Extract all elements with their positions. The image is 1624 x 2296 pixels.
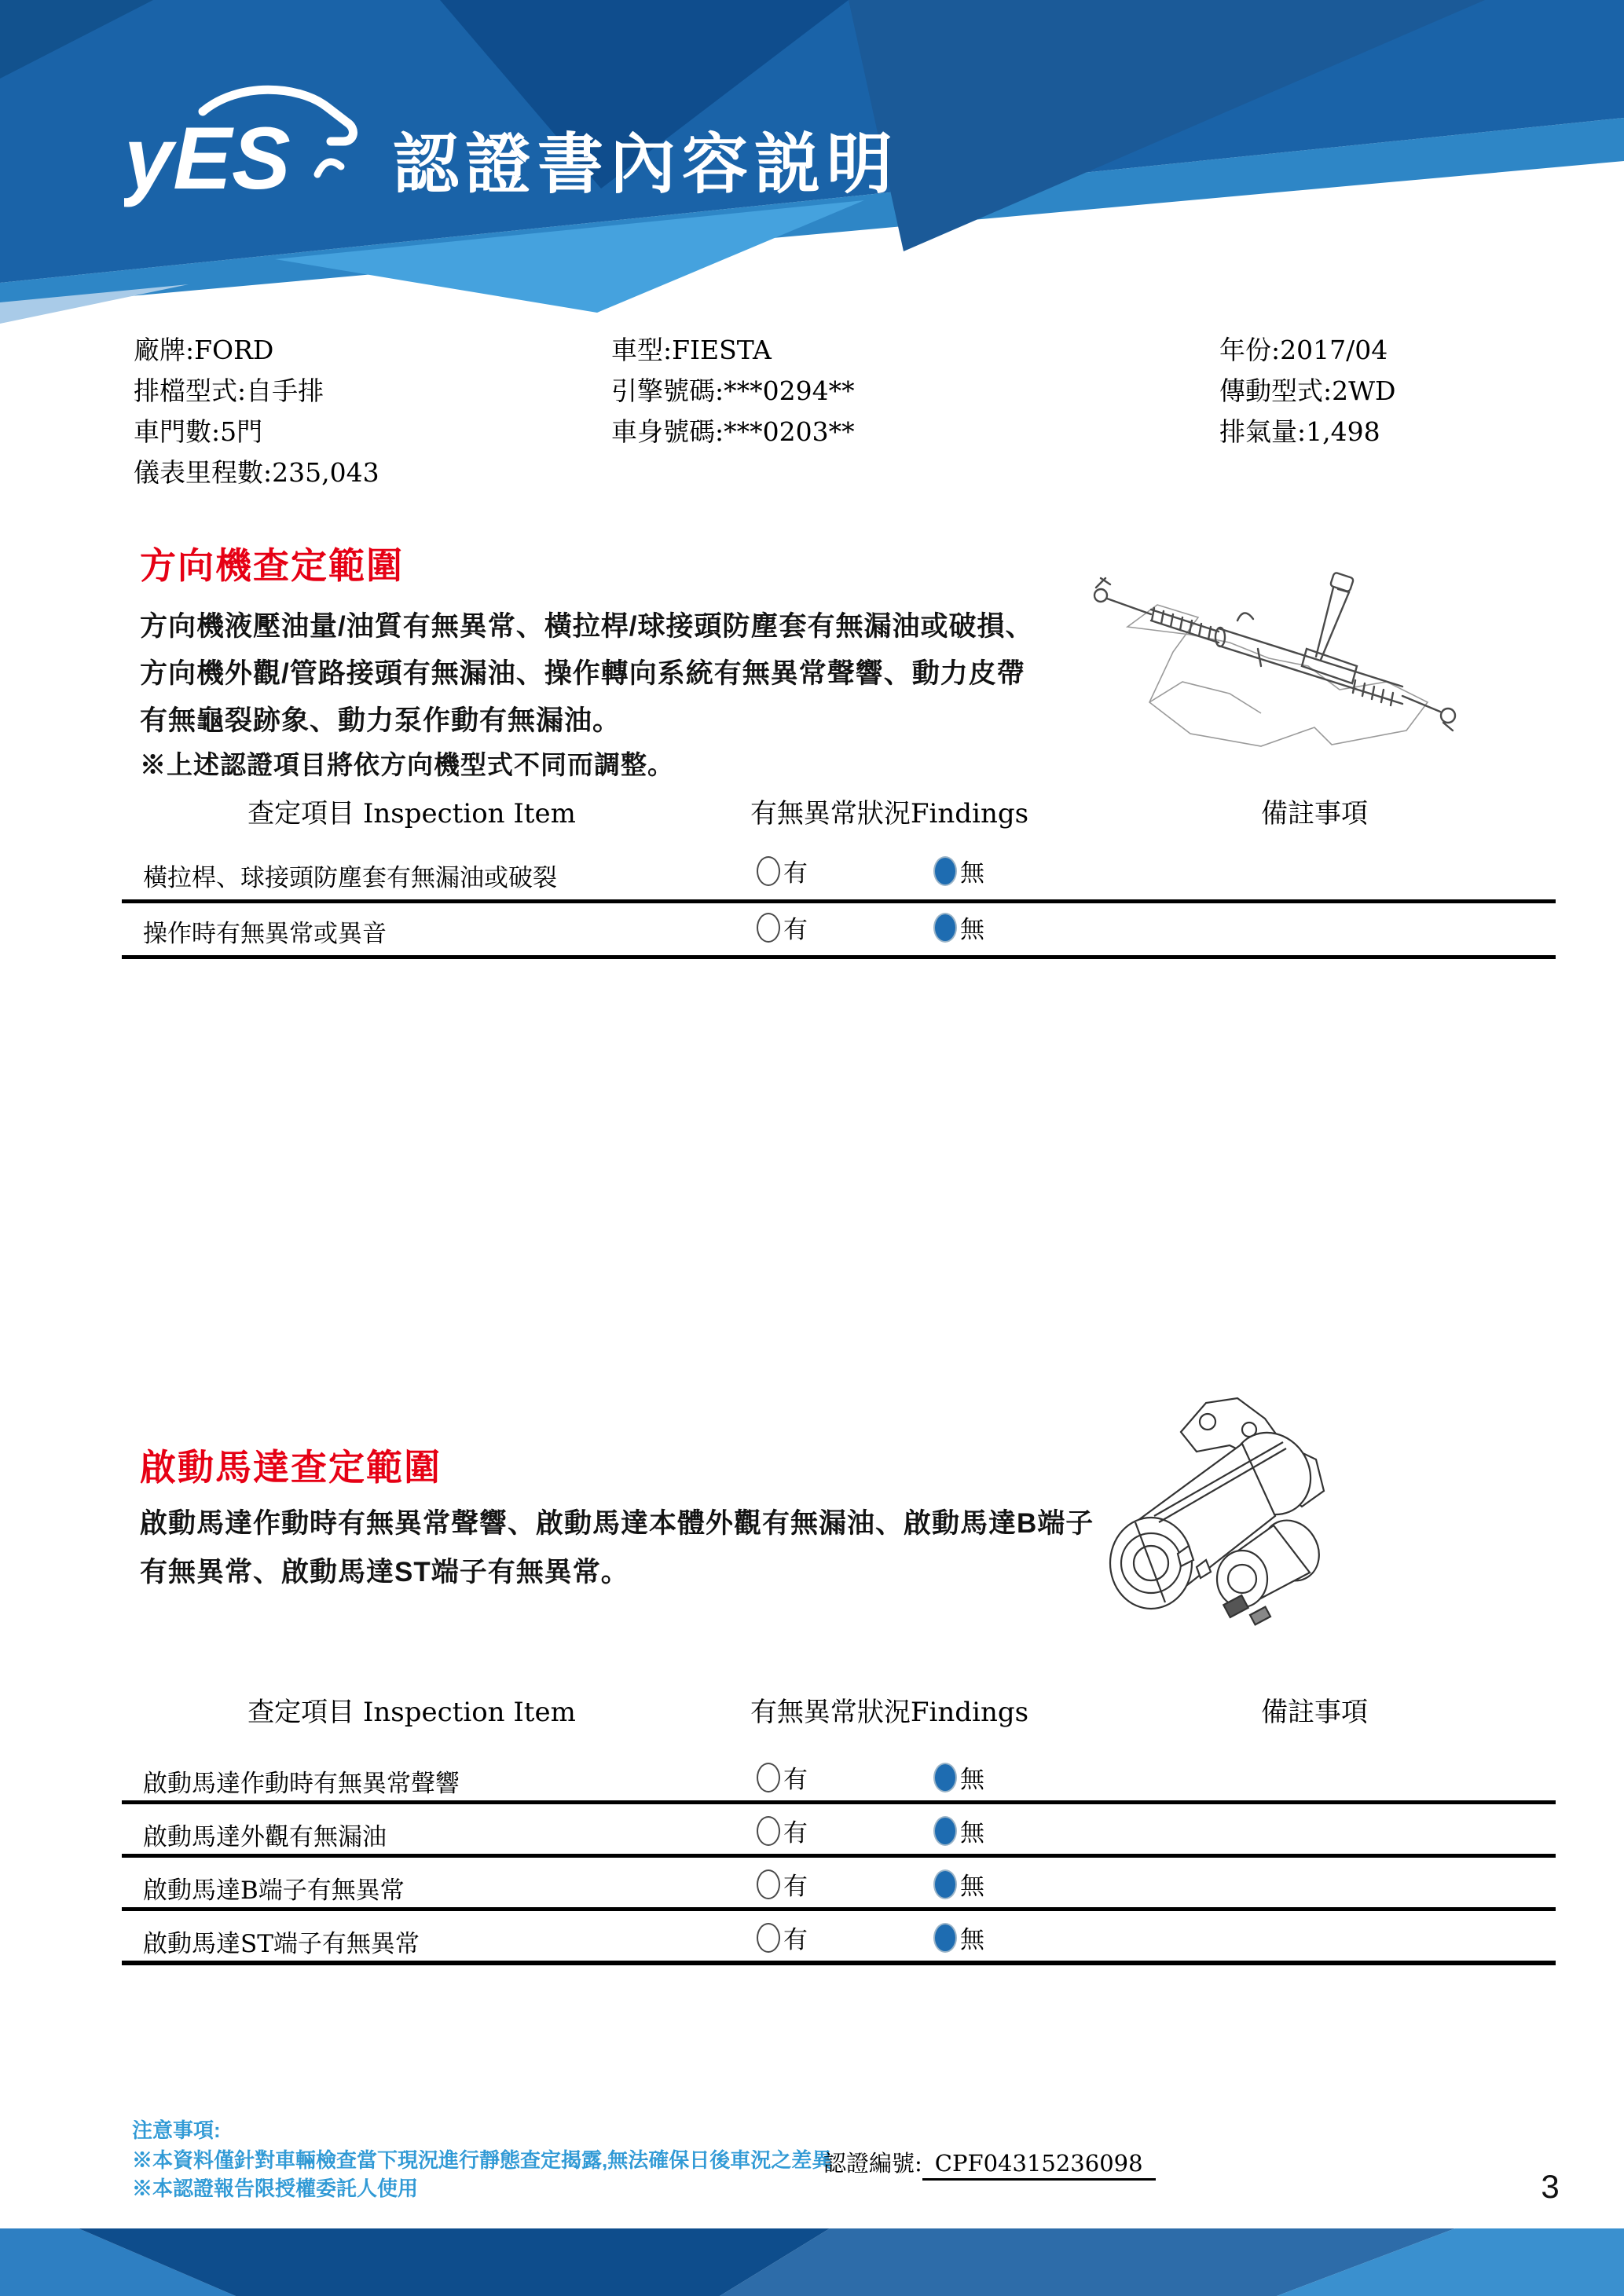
- radio-yes-unselected[interactable]: [757, 856, 780, 886]
- table2-header-notes: 備註事項: [1261, 1697, 1368, 1728]
- notes-line: ※本認證報告限授權委託人使用: [132, 2177, 419, 2200]
- info-year: 年份:2017/04: [1219, 335, 1388, 365]
- radio-no-selected[interactable]: [933, 1923, 957, 1953]
- info-body-no: 車身號碼:***0203**: [611, 416, 855, 447]
- table-row-item: 操作時有無異常或異音: [143, 920, 387, 948]
- table-row-item: 啟動馬達ST端子有無異常: [143, 1930, 420, 1958]
- radio-no-selected[interactable]: [933, 1816, 957, 1846]
- finding-yes-option: 有: [757, 853, 808, 888]
- notes-line: ※本資料僅針對車輛檢查當下現況進行靜態查定揭露,無法確保日後車況之差異: [132, 2148, 833, 2172]
- info-displacement: 排氣量:1,498: [1219, 416, 1380, 447]
- info-engine-no: 引擎號碼:***0294**: [611, 375, 855, 406]
- finding-no-option: 無: [933, 1813, 984, 1848]
- finding-yes-option: 有: [757, 1866, 808, 1902]
- radio-no-selected[interactable]: [933, 1869, 957, 1899]
- section-starter-title: 啟動馬達查定範圍: [140, 1447, 442, 1488]
- radio-no-selected[interactable]: [933, 1763, 957, 1792]
- certification-number-field: [823, 2146, 1156, 2178]
- table1-header-item: 查定項目 Inspection Item: [247, 798, 576, 829]
- section-steering-title: 方向機查定範圍: [140, 545, 404, 586]
- table-row-item: 啟動馬達B端子有無異常: [143, 1877, 405, 1905]
- info-model: 車型:FIESTA: [611, 335, 772, 365]
- steering-desc-line: 有無龜裂跡象、動力泵作動有無漏油。: [140, 705, 621, 736]
- steering-rack-illustration: [1072, 548, 1473, 753]
- finding-no-option: 無: [933, 910, 984, 945]
- starter-desc-line: 有無異常、啟動馬達ST端子有無異常。: [140, 1557, 629, 1587]
- steering-desc-note: ※上述認證項目將依方向機型式不同而調整。: [140, 750, 674, 779]
- finding-no-option: 無: [933, 853, 984, 888]
- footer-banner: [0, 2228, 1624, 2296]
- certification-label: 認證編號:: [823, 2150, 922, 2177]
- table-divider: [122, 1854, 1556, 1858]
- starter-desc-line: 啟動馬達作動時有無異常聲響、啟動馬達本體外觀有無漏油、啟動馬達B端子: [140, 1508, 1094, 1539]
- table-divider: [122, 1961, 1556, 1965]
- table1-header-notes: 備註事項: [1261, 798, 1368, 829]
- info-brand: 廠牌:FORD: [134, 335, 274, 365]
- radio-yes-unselected[interactable]: [757, 1816, 780, 1846]
- radio-no-selected[interactable]: [933, 913, 957, 943]
- table1-header-findings: 有無異常狀況Findings: [750, 798, 1029, 829]
- page-title: 認證書內容説明: [393, 127, 900, 201]
- finding-yes-option: 有: [757, 1813, 808, 1848]
- yes-logo: [124, 79, 383, 220]
- radio-yes-unselected[interactable]: [757, 1923, 780, 1953]
- table2-header-findings: 有無異常狀況Findings: [750, 1697, 1029, 1728]
- finding-no-option: 無: [933, 1760, 984, 1795]
- info-transmission: 排檔型式:自手排: [134, 375, 324, 406]
- certification-number: CPF04315236098: [922, 2150, 1156, 2181]
- starter-motor-illustration: [1088, 1397, 1363, 1636]
- table-row-item: 橫拉桿、球接頭防塵套有無漏油或破裂: [143, 864, 557, 892]
- logo-car-wheel: [317, 162, 341, 174]
- table2-header-item: 查定項目 Inspection Item: [247, 1697, 576, 1728]
- steering-desc-line: 方向機外觀/管路接頭有無漏油、操作轉向系統有無異常聲響、動力皮帶: [140, 658, 1025, 689]
- finding-no-option: 無: [933, 1866, 984, 1902]
- table-divider: [122, 1800, 1556, 1804]
- radio-yes-unselected[interactable]: [757, 1763, 780, 1792]
- info-drive-type: 傳動型式:2WD: [1219, 375, 1396, 406]
- finding-yes-option: 有: [757, 1920, 808, 1955]
- steering-desc-line: 方向機液壓油量/油質有無異常、橫拉桿/球接頭防塵套有無漏油或破損、: [140, 611, 1034, 642]
- notes-heading: 注意事項:: [132, 2118, 221, 2142]
- table-row-item: 啟動馬達外觀有無漏油: [143, 1823, 387, 1851]
- info-doors: 車門數:5門: [134, 416, 263, 447]
- page-number: 3: [1541, 2168, 1560, 2205]
- table-divider: [122, 1907, 1556, 1911]
- radio-yes-unselected[interactable]: [757, 1869, 780, 1899]
- finding-yes-option: 有: [757, 910, 808, 945]
- finding-yes-option: 有: [757, 1760, 808, 1795]
- radio-yes-unselected[interactable]: [757, 913, 780, 943]
- logo-text: yES: [124, 109, 291, 207]
- table-divider: [122, 899, 1556, 903]
- radio-no-selected[interactable]: [933, 856, 957, 886]
- table-divider: [122, 955, 1556, 959]
- table-row-item: 啟動馬達作動時有無異常聲響: [143, 1770, 460, 1798]
- info-mileage: 儀表里程數:235,043: [134, 457, 379, 488]
- finding-no-option: 無: [933, 1920, 984, 1955]
